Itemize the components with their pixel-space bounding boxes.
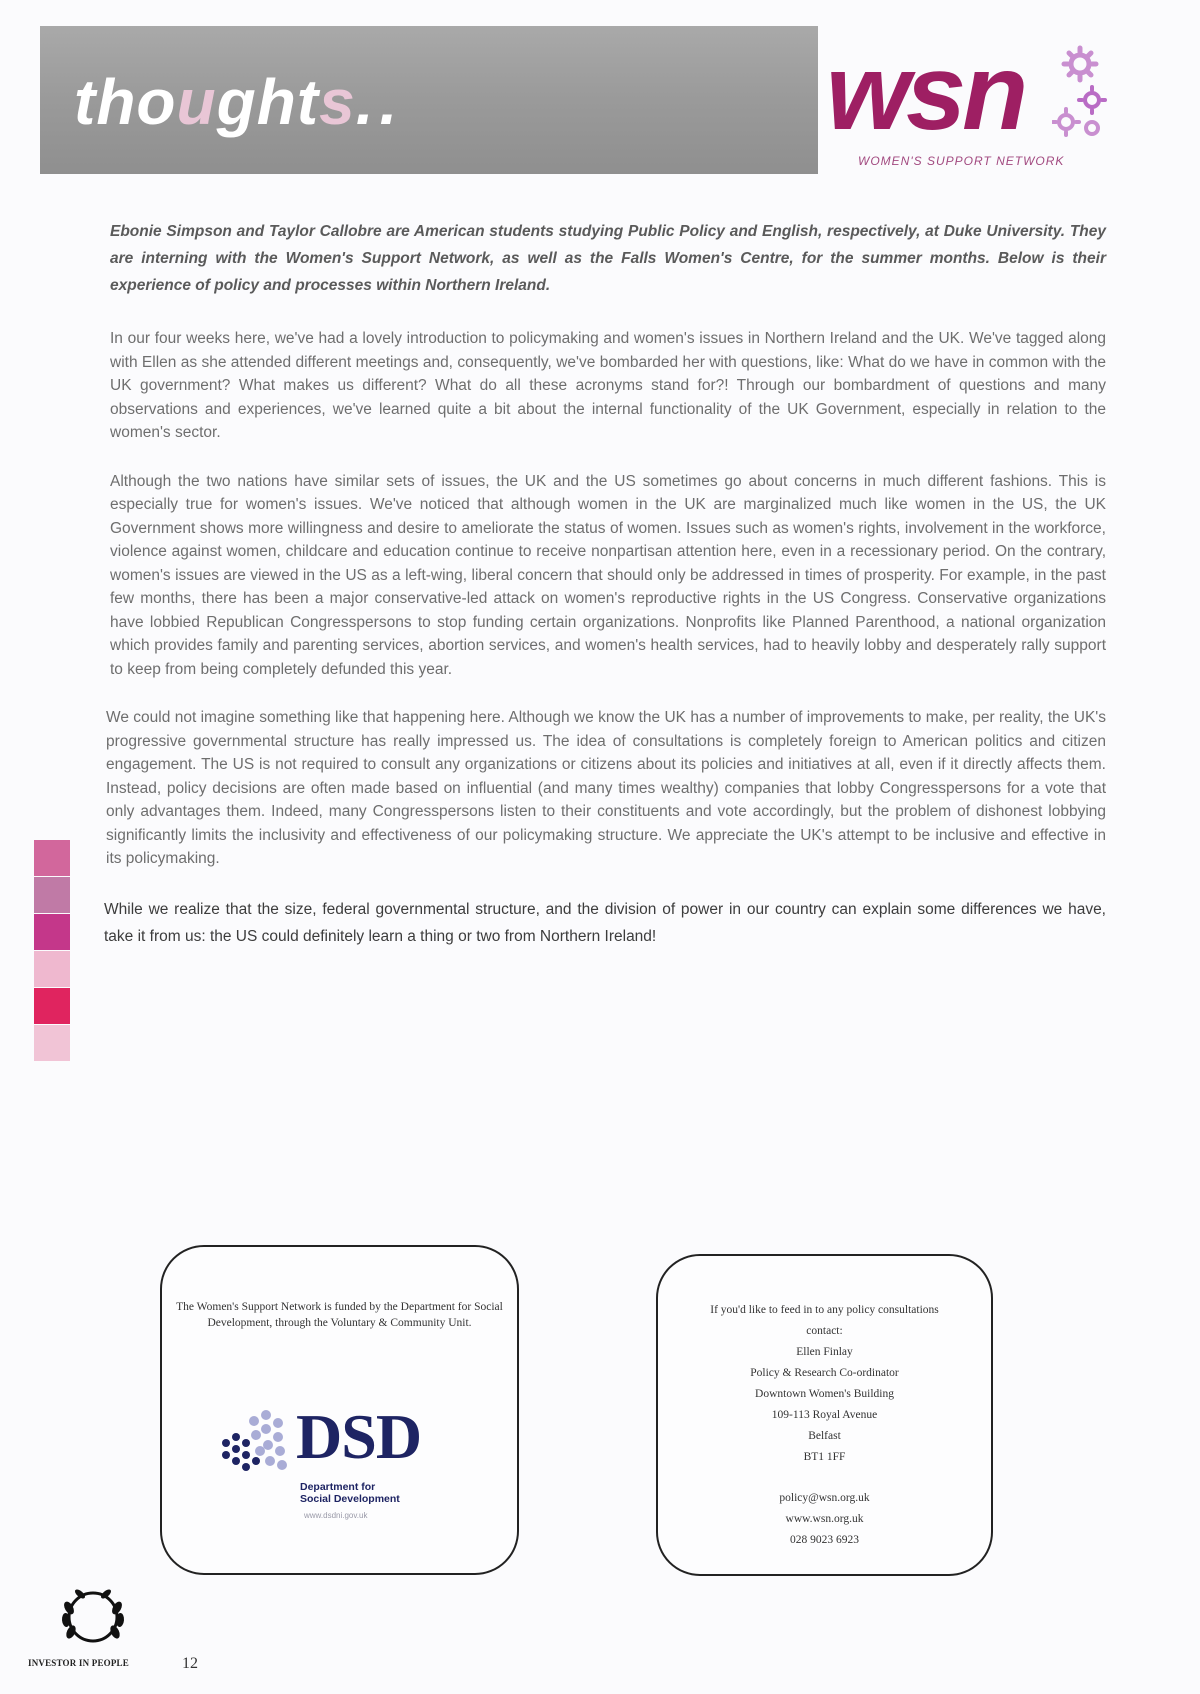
- article-paragraph: Although the two nations have similar sets of issues, the UK and the US sometimes go about concerns in much different fashions. This is especially true for women's issues. We've noticed that although women in the UK are marginalized much like women in the US, the UK Government shows more willingness and desire to ameliorate the status of women. Issues such as women's rights, involvement in the workforce, violence against women, childcare and education continue to receive nonpartisan attention here, even in a recessionary period. On the contrary, women's issues are viewed in the US as a left-wing, liberal concern that should only be addressed in times of prosperity. For example, in the past few months, there has been a major conservative-led attack on women's reproductive rights in the US Congress. Conservative organizations have lobbied Republican Congresspersons to stop funding certain organizations. Nonprofits like Planned Parenthood, a national organization which provides family and parenting services, abortion services, and women's health services, had to heavily lobby and desperately rally support to keep from being completely defunded this year.: [110, 472, 1106, 678]
- contact-email: policy@wsn.org.uk: [779, 1492, 870, 1504]
- article: [104, 218, 1106, 975]
- dsd-line: Social Development: [300, 1493, 400, 1505]
- contact-role: Policy & Research Co-ordinator: [750, 1367, 899, 1379]
- contact-website: www.wsn.org.uk: [785, 1513, 864, 1525]
- page-title: [74, 66, 404, 138]
- wsn-logo: [826, 31, 1126, 182]
- investor-in-people-text: INVESTOR IN PEOPLE: [28, 1658, 129, 1668]
- spacer: [658, 1468, 991, 1488]
- contact-name: Ellen Finlay: [796, 1346, 853, 1358]
- dsd-subtitle: [300, 1481, 400, 1505]
- page-number: 12: [182, 1655, 198, 1672]
- color-swatch: [34, 988, 70, 1024]
- article-paragraph: We could not imagine something like that happening here. Although we know the UK has a number of improvements to make, per reality, the UK's progressive governmental structure has really impressed us. The idea of consultations is completely foreign to American politics and citizen engagement. The US is not required to consult any organizations or citizens about its policies and initiatives at all, even if it directly affects them. Instead, policy decisions are often made based on influential (and many times wealthy) companies that lobby Congresspersons for a vote that only advantages them. Indeed, many Congresspersons listen to their constituents and vote accordingly, but the problem of dishonest lobbying significantly limits the inclusivity and effectiveness of our policymaking structure. We appreciate the UK's attempt to be inclusive and effective in its policymaking.: [106, 709, 1106, 867]
- title-text-faded: u: [176, 66, 217, 138]
- investor-in-people-logo: [28, 1584, 178, 1684]
- title-text-faded: s: [319, 66, 356, 138]
- contact-details: [658, 1300, 991, 1551]
- contact-box: [656, 1254, 993, 1576]
- funding-text: The Women's Support Network is funded by the Department for Social Development, through the Voluntary & Community Unit.: [176, 1301, 503, 1329]
- color-swatch: [34, 914, 70, 950]
- dsd-dots-icon: [216, 1403, 296, 1493]
- logo-subtitle: WOMEN'S SUPPORT NETWORK: [858, 154, 1065, 168]
- dsd-url: www.dsdni.gov.uk: [304, 1511, 368, 1520]
- article-paragraph: In our four weeks here, we've had a lovely introduction to policymaking and women's issues in Northern Ireland and the UK. We've tagged along with Ellen as she attended different meetings and, consequently, we've bombarded her with questions, like: What do we have in common with the UK government? What makes us different? What do all these acronyms stand for?! Through our bombardment of questions and many observations and experiences, we've learned quite a bit about the internal functionality of the UK Government, especially in relation to the women's sector.: [110, 330, 1106, 441]
- color-swatches: [34, 840, 70, 1062]
- dsd-wordmark: DSD: [296, 1401, 422, 1472]
- dsd-logo: [216, 1403, 476, 1523]
- contact-address: BT1 1FF: [803, 1451, 846, 1463]
- title-text: tho: [74, 66, 177, 138]
- article-paragraph: While we realize that the size, federal governmental structure, and the division of power in our country can explain some differences we have, take it from us: the US could definitely learn a thing or two from Northern Ireland!: [104, 900, 1106, 945]
- title-text: ght: [216, 66, 320, 138]
- laurel-wreath-icon: [58, 1584, 128, 1650]
- contact-phone: 028 9023 6923: [790, 1534, 859, 1546]
- header-banner: [40, 26, 818, 174]
- color-swatch: [34, 1025, 70, 1061]
- color-swatch: [34, 840, 70, 876]
- contact-address: Downtown Women's Building: [755, 1388, 894, 1400]
- color-swatch: [34, 951, 70, 987]
- article-intro: Ebonie Simpson and Taylor Callobre are American students studying Public Policy and English, respectively, at Duke University. They are interning with the Women's Support Network, as well as the Falls Women's Centre, for the summer months. Below is their experience of policy and processes within Northern Ireland.: [110, 223, 1106, 294]
- gears-icon: [1052, 42, 1116, 142]
- dsd-line: Department for: [300, 1481, 376, 1493]
- contact-intro: If you'd like to feed in to any policy consultations contact:: [710, 1304, 939, 1337]
- logo-wordmark: wsn: [826, 31, 1025, 152]
- color-swatch: [34, 877, 70, 913]
- funding-box: [160, 1245, 519, 1575]
- title-ellipsis: ..: [355, 66, 404, 138]
- contact-address: Belfast: [808, 1430, 841, 1442]
- contact-address: 109-113 Royal Avenue: [771, 1409, 878, 1421]
